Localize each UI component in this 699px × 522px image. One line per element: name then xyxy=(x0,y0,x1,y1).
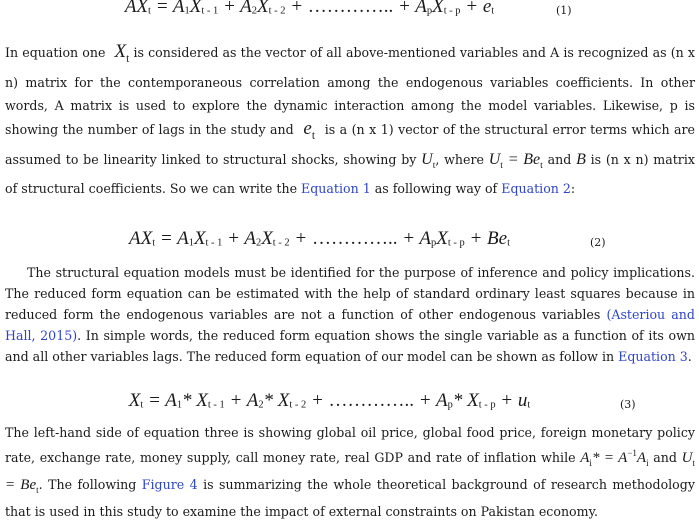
symbol-U-Be: $U_t = Be_t$ xyxy=(488,150,543,171)
paragraph-2 xyxy=(5,262,695,367)
symbol-e-t: $e_t$ xyxy=(298,117,316,142)
equation-2-number: (2) xyxy=(590,236,606,249)
p2-text-3: . xyxy=(687,349,692,364)
paragraph-3 xyxy=(5,422,695,522)
symbol-U-t: $U_t$ xyxy=(421,150,436,171)
p3-text-4: is summarizing the whole theoretical background of research methodology that is used in this study to examine the impact of external constraints on Pakistan economy. xyxy=(5,477,695,519)
p1-text-3: is a (n x 1) vector of the structural error terms which are assumed to be linearity linked to structural shocks, showing by xyxy=(5,121,696,167)
link-equation-3[interactable]: Equation 3 xyxy=(618,349,688,364)
p3-text-2: and xyxy=(653,450,677,465)
equation-1-number: (1) xyxy=(556,4,572,17)
p2-text-1: The structural equation models must be identified for the purpose of inference and policy implications. The reduced form equation can be estimated with the help of standard ordinary least squares because in reduced form the endogenous variables are not a function of other endogenous variables xyxy=(5,265,695,322)
symbol-X-t: $X_t$ xyxy=(109,41,130,65)
p2-text-2: . In simple words, the reduced form equation shows the single variable as a function of its own and all other variables lags. The reduced form equation of our model can be shown as follow in xyxy=(5,328,695,364)
p3-text-3: . The following xyxy=(38,477,137,492)
equation-2: $AX_t = A_1X_{t - 1} + A_2X_{t - 2}$ + ………….. + $A_pX_{t - p} + Be_t$ (2) xyxy=(129,228,606,249)
link-figure-4[interactable]: Figure 4 xyxy=(141,477,198,492)
p3-text-1: The left-hand side of equation three is showing global oil price, global food price, foreign monetary policy rate, exchange rate, money supply, call money rate, real GDP and rate of inflation while xyxy=(5,425,695,465)
p1-text-2: is considered as the vector of all above-mentioned variables and A is recognized as (n x n) matrix for the contemporaneous correlation among the endogenous variables coefficients. In other words, A matrix is used to explore the dynamic interaction among the model variables. Likewise, p is showing the number of lags in the study and xyxy=(5,45,695,137)
p1-text-8: : xyxy=(570,180,576,196)
p1-text-1: In equation one xyxy=(5,45,106,60)
link-equation-1[interactable]: Equation 1 xyxy=(301,180,371,196)
symbol-U-Be-2: $U_t = Be_t$ xyxy=(5,450,695,495)
equation-1: $AX_t = A_1X_{t - 1} + A_2X_{t - 2}$ + ………….. + $A_pX_{t - p} + e_t$ (1) xyxy=(124,0,572,17)
symbol-A-star: $A_i* = A^{-1}A_i$ xyxy=(580,448,649,468)
equation-3: $X_t = A_1*$ $X_{t - 1} + A_2*$ $X_{t - 2}$ + ………….. + $A_p*$ $X_{t - p} + u_t$ (3) xyxy=(128,390,636,411)
p1-text-4: , where xyxy=(435,151,484,167)
link-equation-2[interactable]: Equation 2 xyxy=(501,180,571,196)
symbol-B: B xyxy=(576,150,586,168)
equation-3-number: (3) xyxy=(620,398,636,411)
citation-asteriou-hall[interactable]: (Asteriou and Hall, 2015) xyxy=(5,307,695,343)
p1-text-6: is (n x n) matrix of structural coefficients. So we can write the xyxy=(5,151,695,196)
p1-text-7: as following way of xyxy=(374,180,498,196)
paragraph-1 xyxy=(5,40,695,200)
p1-text-5: and xyxy=(547,151,572,167)
